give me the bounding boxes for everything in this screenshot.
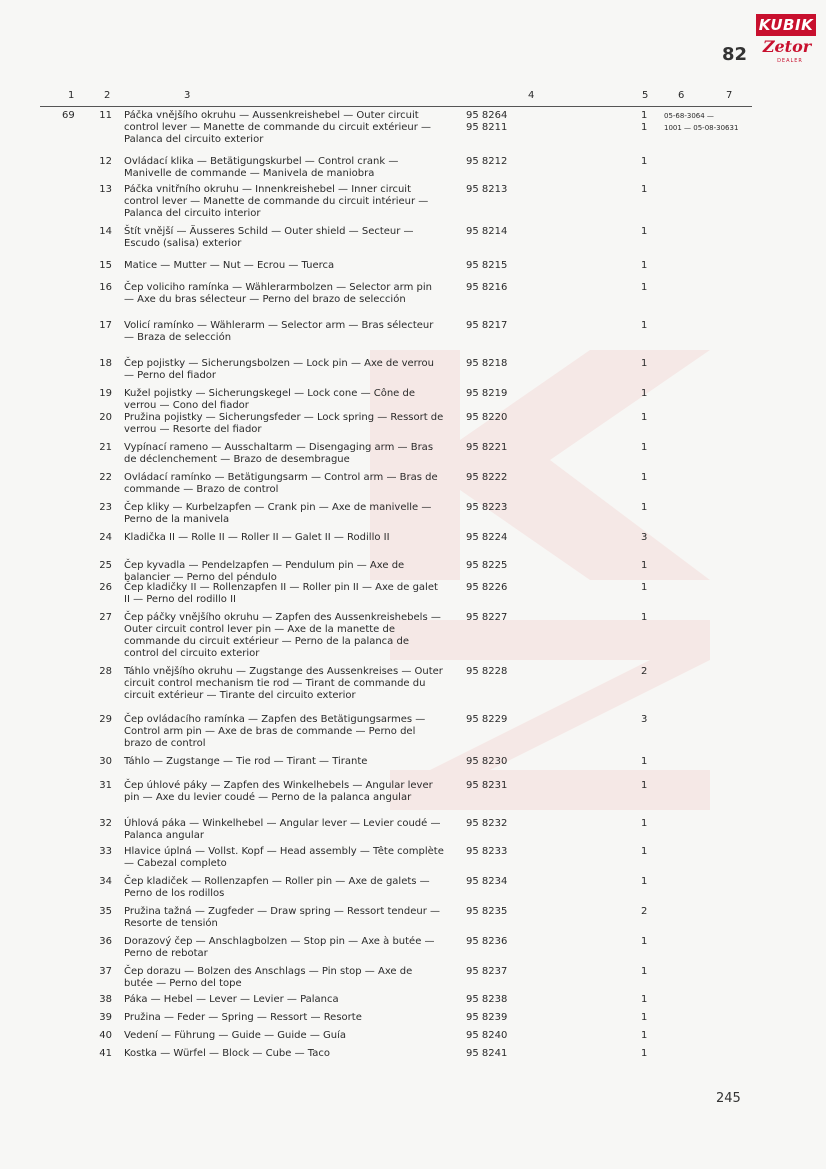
part-description: Čep kyvadla — Pendelzapfen — Pendulum pin — Axe de balancier — Perno del péndulo <box>124 560 405 583</box>
part-description: Kostka — Würfel — Block — Cube — Taco <box>124 1048 330 1059</box>
quantity: 2 <box>641 666 648 677</box>
part-number: 95 8238 <box>466 994 508 1005</box>
part-description: Úhlová páka — Winkelhebel — Angular lever — Levier coudé — Palanca angular <box>124 818 441 841</box>
column-header <box>0 90 826 104</box>
part-number: 95 8220 <box>466 412 508 423</box>
item-number: 12 <box>99 156 112 167</box>
part-description: Vypínací rameno — Ausschaltarm — Disengaging arm — Bras de déclenchement — Brazo de desembrague <box>124 442 434 465</box>
part-number: 95 8229 <box>466 714 508 725</box>
item-number: 39 <box>99 1012 112 1023</box>
part-description: Páčka vnitřního okruhu — Innenkreishebel — Inner circuit control lever — Manette de commande du circuit intérieur — Palanca del circuito interior <box>124 184 429 219</box>
quantity: 1 <box>641 612 648 623</box>
quantity: 1 <box>641 1030 648 1041</box>
item-number: 28 <box>99 666 112 677</box>
quantity: 1 <box>641 936 648 947</box>
item-number: 18 <box>99 358 112 369</box>
quantity: 1 <box>641 412 648 423</box>
part-number: 95 8224 <box>466 532 508 543</box>
part-number: 95 8216 <box>466 282 508 293</box>
item-number: 22 <box>99 472 112 483</box>
quantity: 1 <box>641 502 648 513</box>
part-description: Pružina pojistky — Sicherungsfeder — Lock spring — Ressort de verrou — Resorte del fiador <box>124 412 444 435</box>
part-description: Pružina — Feder — Spring — Ressort — Resorte <box>124 1012 362 1023</box>
item-number: 34 <box>99 876 112 887</box>
item-number: 38 <box>99 994 112 1005</box>
quantity: 2 <box>641 906 648 917</box>
logo-zetor-text: Zetor <box>762 37 812 56</box>
quantity: 1 <box>641 358 648 369</box>
quantity: 1 <box>641 966 648 977</box>
part-description: Čep pojistky — Sicherungsbolzen — Lock pin — Axe de verrou — Perno del fiador <box>124 358 434 381</box>
part-number: 95 8233 <box>466 846 508 857</box>
quantity: 1 <box>641 320 648 331</box>
part-description: Táhlo — Zugstange — Tie rod — Tirant — Tirante <box>124 756 368 767</box>
part-number: 95 8215 <box>466 260 508 271</box>
part-number: 95 8228 <box>466 666 508 677</box>
item-number: 11 <box>99 110 112 121</box>
part-number: 95 8217 <box>466 320 508 331</box>
logo-dealer-text: DEALER <box>777 58 803 64</box>
part-number: 95 8214 <box>466 226 508 237</box>
part-number: 95 8218 <box>466 358 508 369</box>
quantity: 1 <box>641 1012 648 1023</box>
item-number: 37 <box>99 966 112 977</box>
part-description: Páčka vnějšího okruhu — Aussenkreishebel — Outer circuit control lever — Manette de commande du circuit extérieur — Palanca del circuito exterior <box>124 110 432 145</box>
part-number: 95 8226 <box>466 582 508 593</box>
part-description: Čep voliciho ramínka — Wählerarmbolzen — Selector arm pin — Axe du bras sélecteur — Perno del brazo de selección <box>124 282 432 305</box>
part-description: Čep kladičky II — Rollenzapfen II — Roller pin II — Axe de galet II — Perno del rodillo II <box>124 582 438 605</box>
quantity: 1 <box>641 780 648 791</box>
quantity: 1 <box>641 560 648 571</box>
quantity: 1 <box>641 226 648 237</box>
quantity: 1 1 <box>641 110 648 133</box>
item-number: 31 <box>99 780 112 791</box>
quantity: 3 <box>641 532 648 543</box>
part-number: 95 8264 95 8211 <box>466 110 508 133</box>
part-description: Kladička II — Rolle II — Roller II — Galet II — Rodillo II <box>124 532 390 543</box>
item-number: 20 <box>99 412 112 423</box>
item-number: 15 <box>99 260 112 271</box>
part-number: 95 8223 <box>466 502 508 513</box>
serial-note: 05-68-3064 — 1001 — 05-08-30631 <box>664 112 739 132</box>
item-number: 16 <box>99 282 112 293</box>
quantity: 1 <box>641 282 648 293</box>
column-4-label: 4 <box>528 90 535 101</box>
item-number: 21 <box>99 442 112 453</box>
part-description: Kužel pojistky — Sicherungskegel — Lock cone — Cône de verrou — Cono del fiador <box>124 388 416 411</box>
part-number: 95 8219 <box>466 388 508 399</box>
quantity: 1 <box>641 994 648 1005</box>
part-number: 95 8221 <box>466 442 508 453</box>
part-description: Hlavice úplná — Vollst. Kopf — Head assembly — Tête complète — Cabezal completo <box>124 846 444 869</box>
column-5-label: 5 <box>642 90 649 101</box>
part-description: Čep kladiček — Rollenzapfen — Roller pin — Axe de galets — Perno de los rodillos <box>124 876 430 899</box>
quantity: 1 <box>641 156 648 167</box>
part-number: 95 8230 <box>466 756 508 767</box>
part-description: Čep ovládacího ramínka — Zapfen des Betätigungsarmes — Control arm pin — Axe de bras de commande — Perno del brazo de control <box>124 714 426 749</box>
item-number: 17 <box>99 320 112 331</box>
quantity: 1 <box>641 184 648 195</box>
part-number: 95 8227 <box>466 612 508 623</box>
item-number: 33 <box>99 846 112 857</box>
part-description: Vedení — Führung — Guide — Guide — Guía <box>124 1030 347 1041</box>
quantity: 1 <box>641 260 648 271</box>
item-number: 36 <box>99 936 112 947</box>
part-description: Páka — Hebel — Lever — Levier — Palanca <box>124 994 339 1005</box>
part-description: Dorazový čep — Anschlagbolzen — Stop pin — Axe à butée — Perno de rebotar <box>124 936 435 959</box>
part-description: Táhlo vnějšího okruhu — Zugstange des Aussenkreises — Outer circuit control mechanism tie rod — Tirant de commande du circuit extérieur — Tirante del circuito exterior <box>124 666 443 701</box>
quantity: 1 <box>641 846 648 857</box>
item-number: 24 <box>99 532 112 543</box>
item-number: 30 <box>99 756 112 767</box>
item-number: 29 <box>99 714 112 725</box>
item-number: 40 <box>99 1030 112 1041</box>
part-number: 95 8212 <box>466 156 508 167</box>
figure-number: 69 <box>62 110 75 121</box>
part-description: Ovládací ramínko — Betätigungsarm — Control arm — Bras de commande — Brazo de control <box>124 472 438 495</box>
quantity: 1 <box>641 472 648 483</box>
item-number: 27 <box>99 612 112 623</box>
quantity: 1 <box>641 442 648 453</box>
quantity: 1 <box>641 388 648 399</box>
kubik-zetor-logo <box>756 14 818 70</box>
part-number: 95 8232 <box>466 818 508 829</box>
part-number: 95 8231 <box>466 780 508 791</box>
page-number: 245 <box>716 1091 741 1106</box>
item-number: 25 <box>99 560 112 571</box>
item-number: 13 <box>99 184 112 195</box>
column-2-label: 2 <box>104 90 111 101</box>
part-number: 95 8239 <box>466 1012 508 1023</box>
quantity: 1 <box>641 1048 648 1059</box>
part-description: Čep úhlové páky — Zapfen des Winkelhebels — Angular lever pin — Axe du levier coudé — Perno de la palanca angular <box>124 780 433 803</box>
quantity: 3 <box>641 714 648 725</box>
part-number: 95 8213 <box>466 184 508 195</box>
item-number: 35 <box>99 906 112 917</box>
item-number: 23 <box>99 502 112 513</box>
part-number: 95 8237 <box>466 966 508 977</box>
part-number: 95 8225 <box>466 560 508 571</box>
part-number: 95 8236 <box>466 936 508 947</box>
part-number: 95 8222 <box>466 472 508 483</box>
part-number: 95 8241 <box>466 1048 508 1059</box>
part-number: 95 8235 <box>466 906 508 917</box>
part-number: 95 8240 <box>466 1030 508 1041</box>
quantity: 1 <box>641 582 648 593</box>
header-rule <box>40 106 752 107</box>
logo-kubik-text: KUBIK <box>756 14 816 36</box>
column-1-label: 1 <box>68 90 75 101</box>
page-code: 82 <box>722 44 748 65</box>
item-number: 32 <box>99 818 112 829</box>
part-description: Čep páčky vnějšího okruhu — Zapfen des Aussenkreishebels — Outer circuit control lever pin — Axe de la manette de commande du circuit extérieur — Perno de la palanca de control del circuito exterior <box>124 612 441 659</box>
part-description: Ovládací klika — Betätigungskurbel — Control crank — Manivelle de commande — Manivela de maniobra <box>124 156 399 179</box>
column-7-label: 7 <box>726 90 733 101</box>
item-number: 26 <box>99 582 112 593</box>
part-description: Čep dorazu — Bolzen des Anschlags — Pin stop — Axe de butée — Perno del tope <box>124 966 413 989</box>
quantity: 1 <box>641 818 648 829</box>
item-number: 19 <box>99 388 112 399</box>
item-number: 41 <box>99 1048 112 1059</box>
part-description: Pružina tažná — Zugfeder — Draw spring — Ressort tendeur — Resorte de tensión <box>124 906 441 929</box>
item-number: 14 <box>99 226 112 237</box>
quantity: 1 <box>641 756 648 767</box>
column-6-label: 6 <box>678 90 685 101</box>
part-description: Volicí ramínko — Wählerarm — Selector arm — Bras sélecteur — Braza de selección <box>124 320 434 343</box>
part-description: Matice — Mutter — Nut — Ecrou — Tuerca <box>124 260 335 271</box>
column-3-label: 3 <box>184 90 191 101</box>
quantity: 1 <box>641 876 648 887</box>
part-description: Štít vnější — Äusseres Schild — Outer shield — Secteur — Escudo (salisa) exterior <box>124 226 414 249</box>
part-number: 95 8234 <box>466 876 508 887</box>
part-description: Čep kliky — Kurbelzapfen — Crank pin — Axe de manivelle — Perno de la manivela <box>124 502 432 525</box>
